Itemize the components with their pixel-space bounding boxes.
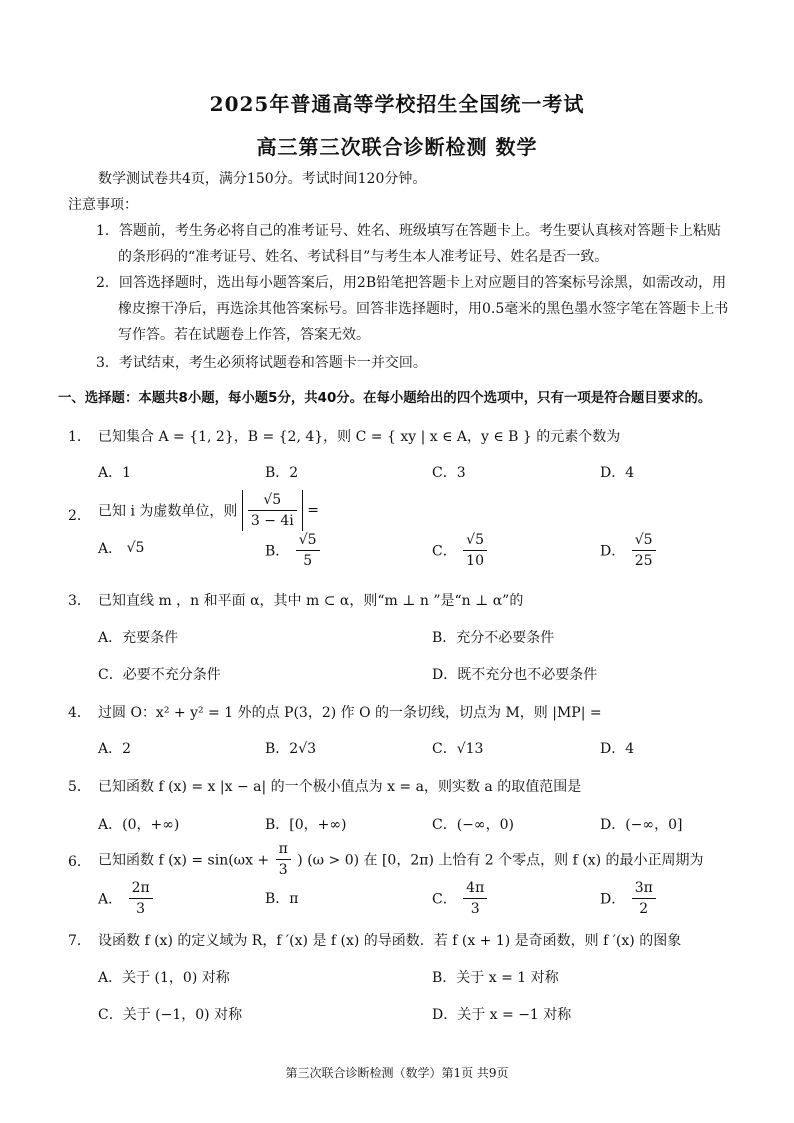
question-number: 4． [68, 705, 91, 721]
fraction-numerator: √5 [463, 530, 487, 551]
notice-item-2-cont: 橡皮擦干净后，再选涂其他答案标号。回答非选择题时，用0.5毫米的黑色墨水签字笔在答题卡上书 [118, 301, 729, 317]
question-text-post: = [307, 502, 319, 519]
option-a [98, 878, 155, 919]
option-b [265, 530, 322, 571]
option-label: B． [265, 543, 290, 560]
fraction [632, 530, 656, 571]
fraction-numerator: √5 [632, 530, 656, 551]
option-c [432, 530, 489, 571]
notice-item-3: 3．考试结束，考生必须将试题卷和答题卡一并交回。 [96, 355, 427, 371]
exam-info: 数学测试卷共4页，满分150分。考试时间120分钟。 [98, 171, 427, 187]
option-b: B．2√3 [265, 741, 317, 757]
option-a: A．2 [98, 741, 132, 757]
question-number: 1． [68, 429, 91, 445]
option-a: A．(0，+∞) [98, 817, 180, 833]
fraction-numerator: 4π [463, 878, 487, 899]
question-text-post: ) (ω > 0) 在 [0，2π) 上恰有 2 个零点，则 f (x) 的最小正周期为 [297, 852, 704, 869]
fraction [129, 878, 153, 919]
fraction [248, 490, 297, 531]
question-number: 3． [68, 593, 91, 609]
option-c: C．3 [432, 465, 466, 481]
option-c: C．关于 (−1，0) 对称 [98, 1007, 243, 1023]
notice-item-2: 2．回答选择题时，选出每小题答案后，用2B铅笔把答题卡上对应题目的答案标号涂黑，如需改动，用 [96, 275, 727, 291]
fraction-denominator: 25 [634, 553, 653, 569]
notice-item-2-cont2: 写作答。若在试题卷上作答，答案无效。 [118, 327, 370, 343]
fraction-denominator: 3 [136, 901, 146, 917]
fraction [463, 530, 487, 571]
fraction-denominator: 10 [466, 553, 484, 569]
fraction-numerator: π [276, 839, 291, 860]
question-number: 5． [68, 779, 91, 795]
option-b: B．2 [265, 465, 299, 481]
option-b: B．[0，+∞) [265, 817, 347, 833]
option-a: A．1 [98, 465, 132, 481]
option-d: D．(−∞，0] [600, 817, 683, 833]
abs-value [242, 490, 303, 531]
section-heading: 一、选择题：本题共8小题，每小题5分，共40分。在每小题给出的四个选项中，只有一项是符合题目要求的。 [58, 391, 712, 406]
option-label: C． [432, 891, 457, 908]
question-text [98, 839, 704, 880]
option-c: C．(−∞，0) [432, 817, 514, 833]
fraction-denominator: 2 [639, 901, 649, 917]
question-text [98, 490, 319, 531]
option-a [98, 538, 144, 558]
fraction-numerator: √5 [296, 530, 320, 551]
exam-title: 2025年普通高等学校招生全国统一考试 [209, 92, 585, 116]
fraction-numerator: 3π [632, 878, 656, 899]
option-label: A． [98, 541, 123, 557]
option-b: B．充分不必要条件 [432, 630, 555, 646]
fraction-denominator: 3 [278, 862, 288, 878]
option-c: C．√13 [432, 741, 484, 757]
option-label: D． [600, 543, 626, 560]
fraction-numerator: 2π [129, 878, 153, 899]
option-c [432, 878, 489, 919]
fraction [632, 878, 656, 919]
question-text: 已知函数 f (x) = x |x − a| 的一个极小值点为 x = a，则实数 a 的取值范围是 [98, 779, 582, 795]
option-c: C．必要不充分条件 [98, 667, 221, 683]
option-d [600, 878, 658, 919]
fraction [276, 839, 291, 880]
fraction-numerator: √5 [248, 490, 297, 511]
option-b: B．关于 x = 1 对称 [432, 970, 559, 986]
option-label: A． [98, 891, 123, 908]
option-b: B．π [265, 891, 299, 907]
fraction-denominator: 3 − 4i [250, 513, 294, 529]
option-d: D．关于 x = −1 对称 [432, 1007, 572, 1023]
option-label: D． [600, 891, 626, 908]
question-text: 设函数 f (x) 的定义域为 R，f ′(x) 是 f (x) 的导函数．若 f (x + 1) 是奇函数，则 f ′(x) 的图象 [98, 933, 682, 949]
question-text: 已知直线 m ，n 和平面 α，其中 m ⊂ α，则“m ⊥ n ”是“n ⊥ α”的 [98, 593, 524, 609]
option-a: A．充要条件 [98, 630, 179, 646]
question-number: 2． [68, 508, 91, 524]
option-label: C． [432, 543, 457, 560]
question-number: 6． [68, 854, 91, 870]
option-d: D．4 [600, 741, 635, 757]
exam-subtitle: 高三第三次联合诊断检测 数学 [256, 135, 538, 159]
question-text-pre: 已知 i 为虚数单位，则 [98, 503, 238, 520]
option-d: D．4 [600, 465, 635, 481]
question-text: 已知集合 A = {1, 2}，B = {2, 4}，则 C = { xy | x ∈ A，y ∈ B } 的元素个数为 [98, 429, 621, 445]
fraction [296, 530, 320, 571]
question-text-pre: 已知函数 f (x) = sin(ωx + [98, 852, 270, 869]
option-a: A．关于 (1，0) 对称 [98, 970, 230, 986]
option-d [600, 530, 658, 571]
notice-label: 注意事项： [68, 197, 138, 213]
page-footer: 第三次联合诊断检测（数学）第1页 共9页 [285, 1066, 509, 1080]
fraction [463, 878, 487, 919]
question-text: 过圆 O：x² + y² = 1 外的点 P(3，2) 作 O 的一条切线，切点为 M，则 |MP| = [98, 705, 602, 721]
option-d: D．既不充分也不必要条件 [432, 667, 598, 683]
fraction-denominator: 5 [303, 553, 313, 569]
option-value: √5 [126, 540, 145, 556]
notice-item-1: 1．答题前，考生务必将自己的准考证号、姓名、班级填写在答题卡上。考生要认真核对答题卡上粘贴 [96, 223, 721, 239]
fraction-denominator: 3 [470, 901, 480, 917]
question-number: 7． [68, 933, 91, 949]
notice-item-1-cont: 的条形码的“准考证号、姓名、考试科目”与考生本人准考证号、姓名是否一致。 [118, 249, 609, 265]
